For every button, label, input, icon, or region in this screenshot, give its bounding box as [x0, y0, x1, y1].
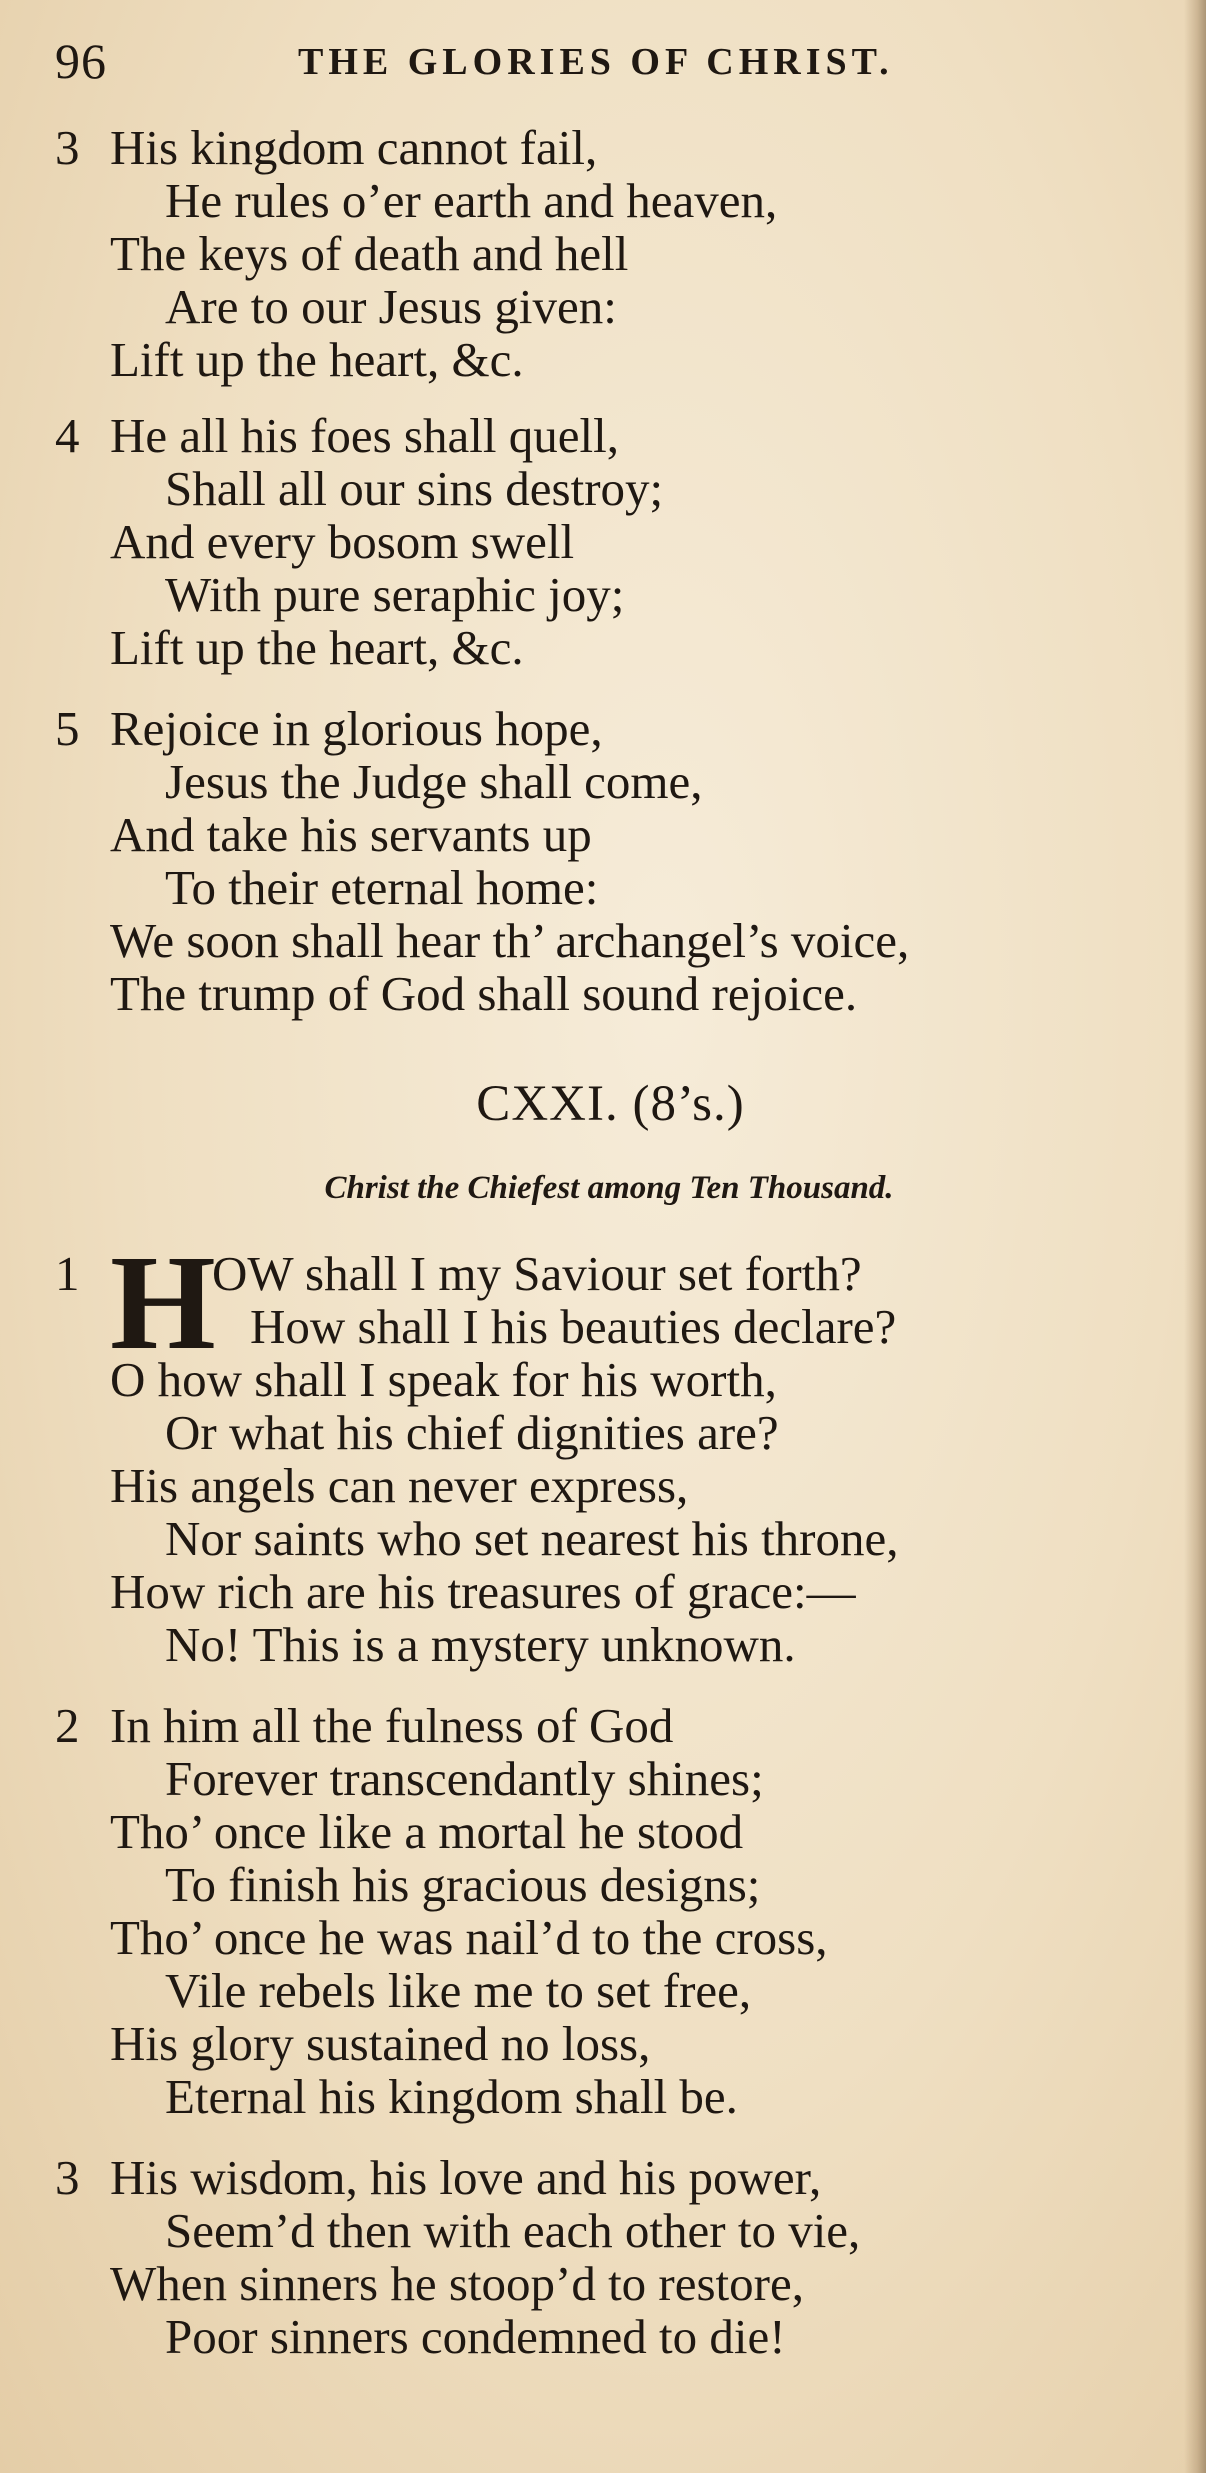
verse-line: How shall I his beauties declare?	[250, 1299, 897, 1354]
verse-number: 3	[55, 120, 80, 175]
verse-line: To their eternal home:	[165, 860, 599, 915]
verse-line: His kingdom cannot fail,	[110, 120, 598, 175]
verse-line: The keys of death and hell	[110, 226, 629, 281]
verse-line: Or what his chief dignities are?	[165, 1405, 779, 1460]
verse-line: His wisdom, his love and his power,	[110, 2150, 822, 2205]
verse-line: His glory sustained no loss,	[110, 2016, 651, 2071]
verse-line: We soon shall hear th’ archangel’s voice,	[110, 913, 910, 968]
verse-line: OW shall I my Saviour set forth?	[212, 1246, 862, 1301]
hymn-title: CXXI. (8’s.)	[476, 1076, 745, 1132]
verse-line: Lift up the heart, &c.	[110, 332, 524, 387]
verse-line: Jesus the Judge shall come,	[165, 754, 703, 809]
verse-line: Nor saints who set nearest his throne,	[165, 1511, 899, 1566]
page-spine-shadow	[1184, 0, 1206, 2473]
verse-line: And take his servants up	[110, 807, 592, 862]
hymn-subtitle: Christ the Chiefest among Ten Thousand.	[324, 1170, 894, 1206]
verse-number: 1	[55, 1246, 80, 1301]
verse-line: In him all the fulness of God	[110, 1698, 674, 1753]
verse-number: 4	[55, 408, 80, 463]
verse-line: Shall all our sins destroy;	[165, 461, 664, 516]
verse-line: Poor sinners condemned to die!	[165, 2309, 786, 2364]
running-title: THE GLORIES OF CHRIST.	[298, 41, 894, 83]
verse-line: Lift up the heart, &c.	[110, 620, 524, 675]
verse-line: Rejoice in glorious hope,	[110, 701, 603, 756]
verse-line: With pure seraphic joy;	[165, 567, 625, 622]
drop-cap: H	[110, 1228, 216, 1378]
verse-number: 2	[55, 1698, 80, 1753]
verse-line: And every bosom swell	[110, 514, 575, 569]
verse-line: Tho’ once he was nail’d to the cross,	[110, 1910, 828, 1965]
verse-line: No! This is a mystery unknown.	[165, 1617, 796, 1672]
verse-line: To finish his gracious designs;	[165, 1857, 761, 1912]
page-header	[55, 32, 1155, 92]
verse-line: He rules o’er earth and heaven,	[165, 173, 778, 228]
verse-number: 3	[55, 2150, 80, 2205]
verse-line: When sinners he stoop’d to restore,	[110, 2256, 804, 2311]
verse-number: 5	[55, 701, 80, 756]
verse-line: Are to our Jesus given:	[165, 279, 617, 334]
verse-line: His angels can never express,	[110, 1458, 689, 1513]
verse-line: O how shall I speak for his worth,	[110, 1352, 777, 1407]
verse-line: Seem’d then with each other to vie,	[165, 2203, 861, 2258]
verse-line: The trump of God shall sound rejoice.	[110, 966, 858, 1021]
verse-line: Vile rebels like me to set free,	[165, 1963, 752, 2018]
verse-line: Tho’ once like a mortal he stood	[110, 1804, 744, 1859]
verse-line: Eternal his kingdom shall be.	[165, 2069, 738, 2124]
verse-line: He all his foes shall quell,	[110, 408, 619, 463]
page-number: 96	[55, 33, 107, 89]
verse-line: How rich are his treasures of grace:—	[110, 1564, 856, 1619]
verse-line: Forever transcendantly shines;	[165, 1751, 764, 1806]
